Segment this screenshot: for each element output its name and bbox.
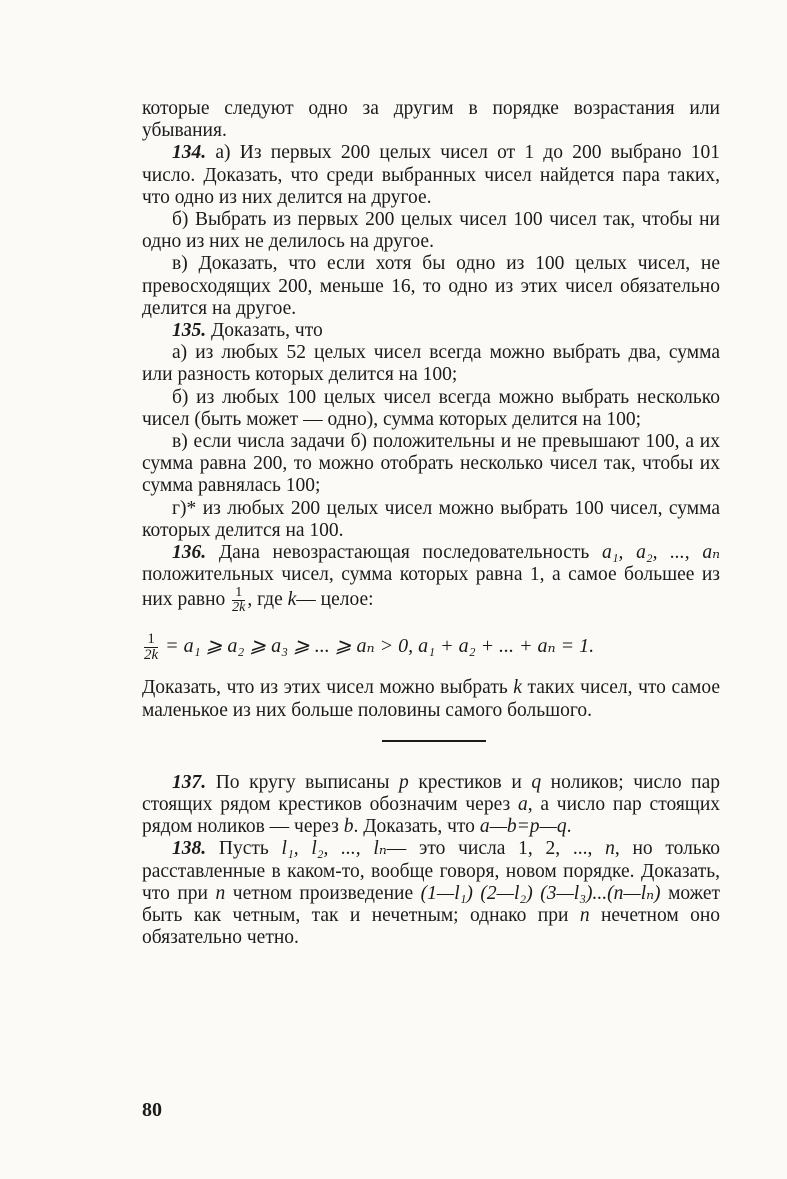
problem-135a: а) из любых 52 целых чисел всегда можно выбрать два, сумма или разность которых делится на 100; bbox=[142, 342, 720, 386]
problem-138-text-3: , но только расставленные в каком-то, вообще говоря, новом порядке. Доказать, что при bbox=[142, 838, 721, 904]
problem-number-137: 137. bbox=[172, 771, 207, 793]
problem-134c: в) Доказать, что если хотя бы одно из 100 целых чисел, не превосходящих 200, меньше 16, то одно из этих чисел обязательно делится на другое. bbox=[142, 253, 720, 319]
page-number: 80 bbox=[142, 1099, 162, 1121]
problem-138-text-4: четном произведение bbox=[232, 882, 414, 904]
section-divider bbox=[382, 740, 486, 742]
problem-number-134: 134. bbox=[172, 142, 207, 164]
fraction-one-over-2k bbox=[232, 586, 245, 615]
problem-135b: б) из любых 100 целых чисел всегда можно выбрать несколько чисел (быть может — одно), сумма которых делится на 100; bbox=[142, 386, 720, 430]
variable-p: p bbox=[399, 771, 409, 793]
problem-138-text-2: — это числа 1, 2, ..., bbox=[386, 838, 593, 860]
variable-a: a bbox=[517, 793, 528, 815]
problem-138-text-5: может быть как четным, так и нечетным; однако при bbox=[142, 882, 721, 926]
formula-fraction-denominator: 2k bbox=[144, 647, 159, 664]
problem-137-text-5: . Доказать, что bbox=[353, 816, 475, 838]
problem-number-135: 135. bbox=[172, 320, 207, 342]
formula-fraction bbox=[144, 632, 158, 663]
product-expression: (1—l₁) (2—l₂) (3—l₃)...(n—lₙ) bbox=[420, 882, 661, 904]
problem-136-conclusion bbox=[142, 677, 720, 721]
variable-n-3: n bbox=[579, 905, 590, 926]
problem-137-text-1: По кругу выписаны bbox=[215, 771, 390, 793]
variable-k: k bbox=[287, 589, 297, 611]
problem-136-text-2: положительных чисел, сумма которых равна 1, а самое большее из них равно bbox=[142, 564, 720, 611]
fraction-numerator: 1 bbox=[232, 586, 245, 601]
equation-a-b-p-q: a—b=p—q bbox=[479, 816, 567, 838]
problem-137 bbox=[142, 772, 720, 839]
page-body bbox=[142, 98, 720, 949]
problem-135 bbox=[142, 320, 720, 342]
problem-137-text-3: ноликов; число пар стоящих рядом крестиков обозначим через bbox=[142, 771, 720, 815]
problem-138-text-6: нечетном оно обязательно четно. bbox=[142, 905, 721, 949]
sequence-l: l₁, l₂, ..., lₙ bbox=[281, 838, 387, 860]
intro-paragraph: которые следуют одно за другим в порядке возрастания или убывания. bbox=[142, 98, 720, 142]
problem-137-text-4: , а число пар стоящих рядом ноликов — через bbox=[142, 793, 721, 838]
problem-136-text-3: , где bbox=[247, 589, 283, 611]
variable-b: b bbox=[343, 816, 354, 838]
formula-body: = a₁ ⩾ a₂ ⩾ a₃ ⩾ ... ⩾ aₙ > 0, a₁ + a₂ + ... + aₙ = 1. bbox=[165, 635, 595, 658]
conclusion-text-2: таких чисел, что самое маленькое из них больше половины самого большого. bbox=[142, 677, 721, 721]
variable-n-2: n bbox=[215, 882, 226, 904]
problem-136-text-4: — целое: bbox=[296, 589, 374, 611]
problem-135d: г)* из любых 200 целых чисел можно выбрать 100 чисел, сумма которых делится на 100. bbox=[142, 497, 720, 541]
problem-number-138: 138. bbox=[172, 838, 207, 860]
problem-number-136: 136. bbox=[172, 542, 207, 564]
problem-137-text-2: крестиков и bbox=[418, 771, 522, 793]
display-formula bbox=[142, 631, 720, 663]
problem-136-text-1: Дана невозрастающая последовательность bbox=[218, 542, 590, 564]
problem-134b: б) Выбрать из первых 200 целых чисел 100 чисел так, чтобы ни одно из них не делилось на другое. bbox=[142, 209, 720, 253]
problem-138 bbox=[142, 838, 720, 949]
problem-134a bbox=[142, 142, 720, 209]
sequence-a: a₁, a₂, ..., aₙ bbox=[601, 542, 720, 564]
variable-n-1: n bbox=[605, 838, 615, 860]
variable-q: q bbox=[531, 771, 542, 793]
formula-fraction-numerator: 1 bbox=[144, 632, 158, 648]
problem-135-text: Доказать, что bbox=[211, 320, 323, 342]
problem-135c: в) если числа задачи б) положительны и не превышают 100, а их сумма равна 200, то можно отобрать несколько чисел так, чтобы их сумма равнялась 100; bbox=[142, 431, 720, 497]
variable-k-2: k bbox=[513, 677, 522, 699]
problem-136 bbox=[142, 542, 720, 615]
problem-138-text-1: Пусть bbox=[218, 838, 269, 860]
problem-137-text-6: . bbox=[566, 816, 572, 838]
conclusion-text-1: Доказать, что из этих чисел можно выбрать bbox=[142, 677, 508, 699]
fraction-denominator: 2k bbox=[232, 600, 246, 616]
problem-134a-text: а) Из первых 200 целых чисел от 1 до 200 выбрано 101 число. Доказать, что среди выбранных чисел найдется пара таких, что одно из них делится на другое. bbox=[142, 142, 721, 208]
